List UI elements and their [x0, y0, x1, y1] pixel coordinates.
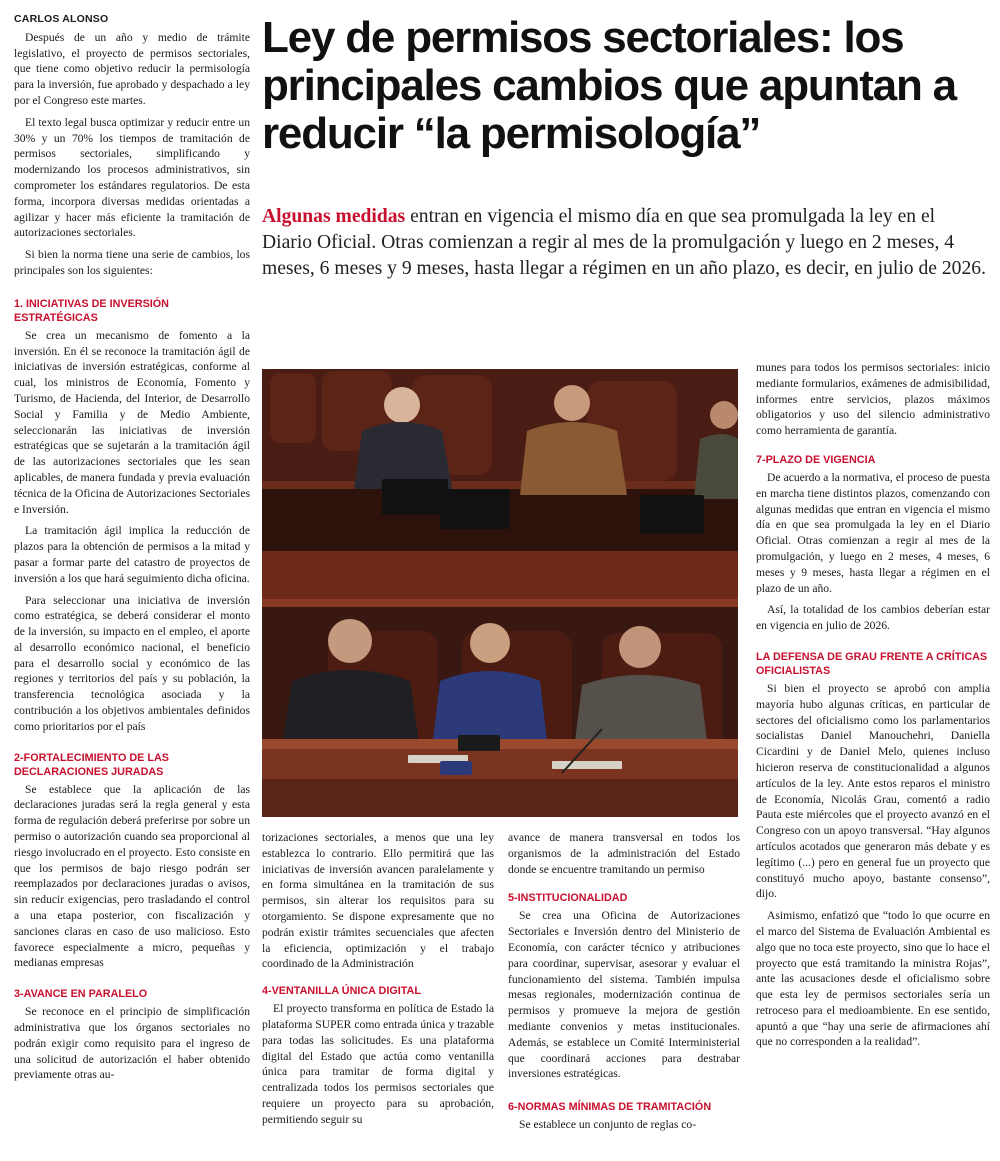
section-heading-7: 7-PLAZO DE VIGENCIA — [756, 453, 876, 466]
section-6-continuation: munes para todos los permisos sectoriales: inicio mediante formularios, exámenes de admisibilidad, informes entre servicios, plazos máximos obligatorios y uso del silencio administrativo como herramienta de garantía. — [756, 361, 990, 438]
headline: Ley de permisos sectoriales: los principales cambios que apuntan a reducir “la permisología” — [262, 13, 956, 158]
intro-paragraph: Después de un año y medio de trámite legislativo, el proyecto de permisos sectoriales, que tiene como objetivo reducir la permisología para la inversión, fue aprobado y despachado a ley por el Congreso este martes. — [14, 30, 250, 107]
section-heading-8: LA DEFENSA DE GRAU FRENTE A CRÍTICAS OFICIALISTAS — [756, 650, 988, 677]
lead-text: entran en vigencia el mismo día en que sea promulgada la ley en el Diario Oficial. Otras comienzan a regir al mes de la promulgación y luego en 2 meses, 4 meses, 6 meses y 9 meses, hasta llegar a régimen en un año plazo, es decir, en julio de 2026. — [262, 206, 986, 279]
section-1-paragraph: Se crea un mecanismo de fomento a la inversión. En él se reconoce la tramitación ágil de iniciativas de inversión estratégicas, conforme al cual, los ministros de Economía, Fomento y Turismo, de Hacienda, del Interior, de Desarrollo Social y Familia y de Medio Ambiente, seleccionarán las iniciativas de inversión estratégicas que se sujetarán a la tramitación ágil de las autorizaciones sectoriales que les sean aplicables, de manera fundada y previa evaluación técnica de la Oficina de Autorizaciones Sectoriales e Inversión. — [14, 328, 250, 516]
section-1-paragraph: Para seleccionar una iniciativa de inversión como estratégica, se deberá considerar el monto de la inversión, su impacto en el empleo, el aporte al desarrollo económico nacional, el beneficio para el desarrollo social y económico de las regiones y territorios del país y su población, la transferencia tecnológica asociada y la contribución a los objetivos ambientales definidos como prioritarios por el país — [14, 593, 250, 733]
column-1 — [14, 12, 250, 1083]
column-4 — [756, 360, 990, 1050]
byline: CARLOS ALONSO — [14, 13, 109, 25]
section-heading-6: 6-NORMAS MÍNIMAS DE TRAMITACIÓN — [508, 1101, 712, 1114]
section-8-paragraph: Si bien el proyecto se aprobó con amplia mayoría hubo algunas críticas, en particular de sectores del oficialismo como los parlamentarios socialistas Daniel Manouchehri, Daniella Cicardini y de Daniel Melo, quienes incluso hicieron reserva de constitucionalidad a algunos artículos de la ley. Ante estos reparos el ministro de Economía, Nicolás Grau, comentó a radio Pauta este miércoles que el proyecto avanzó en el Congreso con un apoyo transversal. “Hay algunos artículos acotados que generaron más debate y es legítimo (...) pero en general fue un proyecto que constituyó mucho apoyo, bastante consenso”, dijo. — [756, 681, 990, 901]
section-heading-5: 5-INSTITUCIONALIDAD — [508, 892, 628, 905]
section-7-paragraph: De acuerdo a la normativa, el proceso de puesta en marcha tiene distintos plazos, comenzando con algunas medidas que entran en vigencia el mismo día en que sea promulgada la ley en el Diario Oficial. Otras comienzan a regir al mes de la promulgación, y luego en 2 meses, 4 meses, 6 meses y 9 meses, hasta llegar a régimen en el plazo de un año. — [756, 470, 990, 595]
intro-paragraph: El texto legal busca optimizar y reducir entre un 30% y un 70% los tiempos de tramitación de permisos sectoriales, simplificando y modernizando los procesos administrativos, sin comprometer los estándares regulatorios. De esta forma, incorpora diversas medidas orientadas a agilizar y hacer más eficiente la tramitación de autorizaciones sectoriales. — [14, 115, 250, 240]
section-4-paragraph: El proyecto transforma en política de Estado la plataforma SUPER como entrada única y trazable para todas las solicitudes. Es una plataforma digital del Estado que actúa como ventanilla única para tramitar de forma digital y centralizada todos los permisos sectoriales que requiere un proyecto para su aprobación, permitiendo seguir su — [262, 1002, 494, 1126]
intro-paragraph: Si bien la norma tiene una serie de cambios, los principales son los siguientes: — [14, 248, 250, 277]
section-7-paragraph: Así, la totalidad de los cambios deberían estar en vigencia en julio de 2026. — [756, 603, 990, 633]
section-8-paragraph: Asimismo, enfatizó que “todo lo que ocurre en el marco del Sistema de Evaluación Ambiental es algo que no toca este proyecto, sino que lo hace el proyecto que está tramitando la ministra Rojas”, ante las acusaciones desde el oficialismo sobre que esta ley de permisos sectoriales sería un retroceso para el medioambiente. En ese sentido, apuntó a que “hay una serie de afirmaciones ahí que no corresponden a la realidad”. — [756, 909, 990, 1049]
section-heading-1: 1. INICIATIVAS DE INVERSIÓN ESTRATÉGICAS — [14, 297, 169, 324]
section-heading-2: 2-FORTALECIMIENTO DE LAS DECLARACIONES JURADAS — [14, 751, 169, 778]
lead-paragraph — [262, 204, 990, 282]
section-3-paragraph: Se reconoce en el principio de simplificación administrativa que los órganos sectoriales no podrán exigir como requisito para el ingreso de una solicitud de autorización el haber obtenido previamente otras au- — [14, 1005, 250, 1082]
lead-highlight: Algunas medidas — [262, 206, 406, 227]
section-4-continuation: avance de manera transversal en todos los organismos de la administración del Estado donde se encuentre tramitando un permiso — [508, 831, 740, 876]
section-1-paragraph: La tramitación ágil implica la reducción de plazos para la obtención de permisos a la mitad y pasar a formar parte del catastro de proyectos de inversión a los que hará seguimiento dicha oficina. — [14, 524, 250, 585]
section-2-paragraph: Se establece que la aplicación de las declaraciones juradas será la regla general y esta forma de regulación deberá preferirse por sobre un permiso o autorización cuando sea proporcional al riesgo involucrado en el proyecto. Esto consiste en que los permisos de bajo riesgo podrán ser reemplazados por declaraciones juradas o avisos, sin reducir exigencias, pero trasladando el control a una etapa posterior, con fiscalización y sanciones claras en caso de uso malicioso. Esto favorece especialmente a micro, pequeñas y medianas empresas — [14, 782, 250, 970]
section-heading-3: 3-AVANCE EN PARALELO — [14, 988, 148, 1001]
column-3 — [508, 830, 740, 1133]
section-5-paragraph: Se crea una Oficina de Autorizaciones Sectoriales e Inversión dentro del Ministerio de Economía, con carácter técnico y atribuciones para coordinar, supervisar, asesorar y evaluar el funcionamiento del sistema. También impulsa mesas regionales, modernización continua de permisos y promueve la mejora de gestión mediante convenios y metas institucionales. Además, se establece un Comité Interministerial que coordinará acciones para destrabar inversiones estratégicas. — [508, 909, 740, 1081]
column-2 — [262, 830, 494, 1128]
congress-session-photo — [262, 369, 738, 817]
section-heading-4: 4-VENTANILLA ÚNICA DIGITAL — [262, 985, 421, 998]
section-6-paragraph: Se establece un conjunto de reglas co- — [519, 1118, 697, 1132]
section-3-continuation: torizaciones sectoriales, a menos que una ley establezca lo contrario. Ello permitirá que las iniciativas de inversión avancen paralelamente y en forma simultánea en la tramitación de sus permisos, sin alterar los requisitos para su otorgamiento. Se dispone expresamente que no podrán existir trámites secuenciales que afecten la eficiencia, optimización y el trabajo coordinado de la Administración — [262, 831, 494, 971]
